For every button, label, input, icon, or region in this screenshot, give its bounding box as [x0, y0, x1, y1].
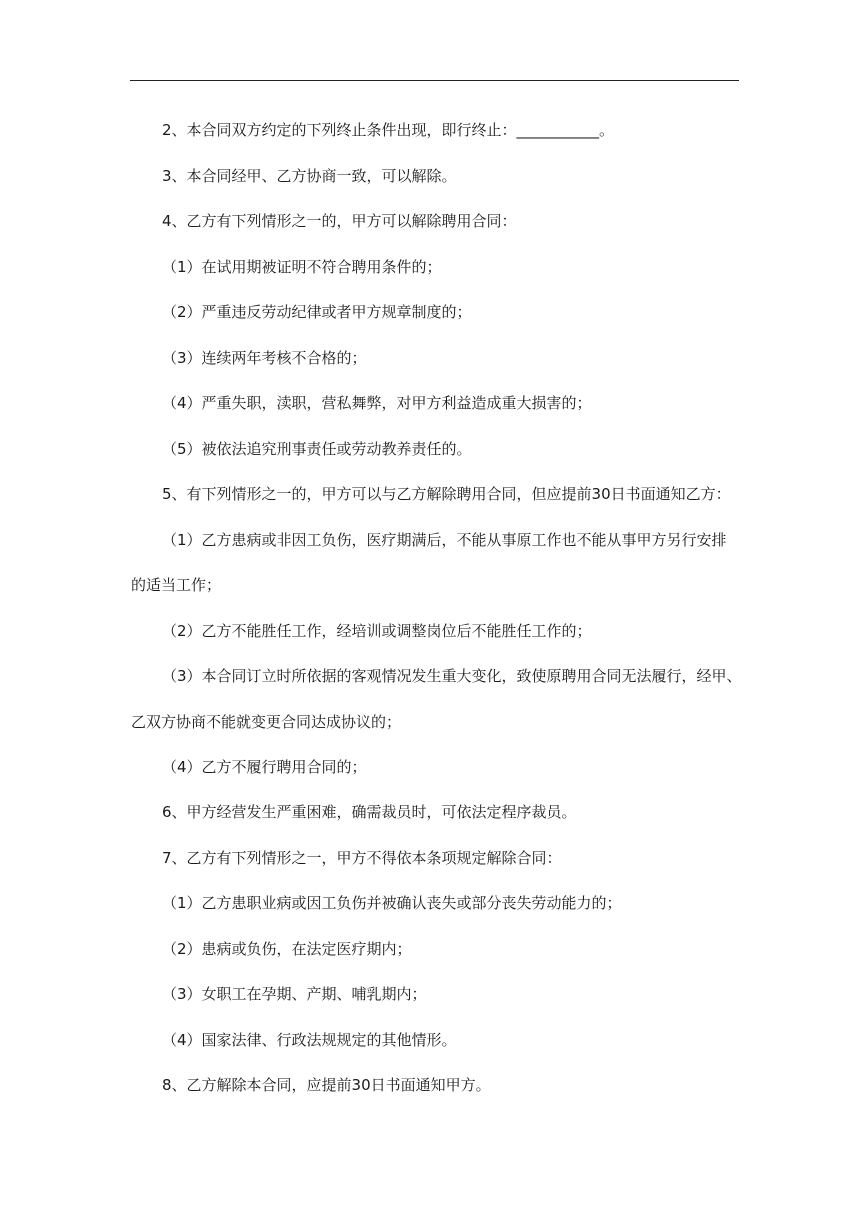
clause-5: 5、有下列情形之一的，甲方可以与乙方解除聘用合同，但应提前30日书面通知乙方：	[162, 485, 731, 503]
clause-2: 2、本合同双方约定的下列终止条件出现，即行终止：___________。	[162, 121, 615, 139]
clause-5-item-3: （3）本合同订立时所依据的客观情况发生重大变化，致使原聘用合同无法履行，经甲、	[162, 667, 742, 685]
clause-7: 7、乙方有下列情形之一，甲方不得依本条项规定解除合同：	[162, 849, 562, 867]
clause-7-item-3: （3）女职工在孕期、产期、哺乳期内；	[162, 985, 427, 1003]
clause-4-item-4: （4）严重失职，渎职，营私舞弊，对甲方利益造成重大损害的；	[162, 394, 592, 412]
clause-5-item-4: （4）乙方不履行聘用合同的；	[162, 758, 367, 776]
clause-4-item-1: （1）在试用期被证明不符合聘用条件的；	[162, 258, 442, 276]
clause-4-item-5: （5）被依法追究刑事责任或劳动教养责任的。	[162, 440, 472, 458]
clause-7-item-2: （2）患病或负伤，在法定医疗期内；	[162, 940, 412, 958]
clause-6: 6、甲方经营发生严重困难，确需裁员时，可依法定程序裁员。	[162, 803, 577, 821]
clause-5-item-3-cont: 乙双方协商不能就变更合同达成协议的；	[131, 713, 402, 731]
clause-3: 3、本合同经甲、乙方协商一致，可以解除。	[162, 167, 457, 185]
header-rule	[130, 80, 739, 81]
clause-5-item-1-cont: 的适当工作；	[131, 576, 222, 594]
clause-8: 8、乙方解除本合同，应提前30日书面通知甲方。	[162, 1076, 491, 1094]
clause-4: 4、乙方有下列情形之一的，甲方可以解除聘用合同：	[162, 212, 517, 230]
clause-4-item-2: （2）严重违反劳动纪律或者甲方规章制度的；	[162, 303, 472, 321]
clause-7-item-4: （4）国家法律、行政法规规定的其他情形。	[162, 1031, 457, 1049]
clause-5-item-2: （2）乙方不能胜任工作，经培训或调整岗位后不能胜任工作的；	[162, 622, 592, 640]
clause-7-item-1: （1）乙方患职业病或因工负伤并被确认丧失或部分丧失劳动能力的；	[162, 894, 622, 912]
clause-4-item-3: （3）连续两年考核不合格的；	[162, 349, 367, 367]
clause-5-item-1: （1）乙方患病或非因工负伤，医疗期满后，不能从事原工作也不能从事甲方另行安排	[162, 531, 727, 549]
